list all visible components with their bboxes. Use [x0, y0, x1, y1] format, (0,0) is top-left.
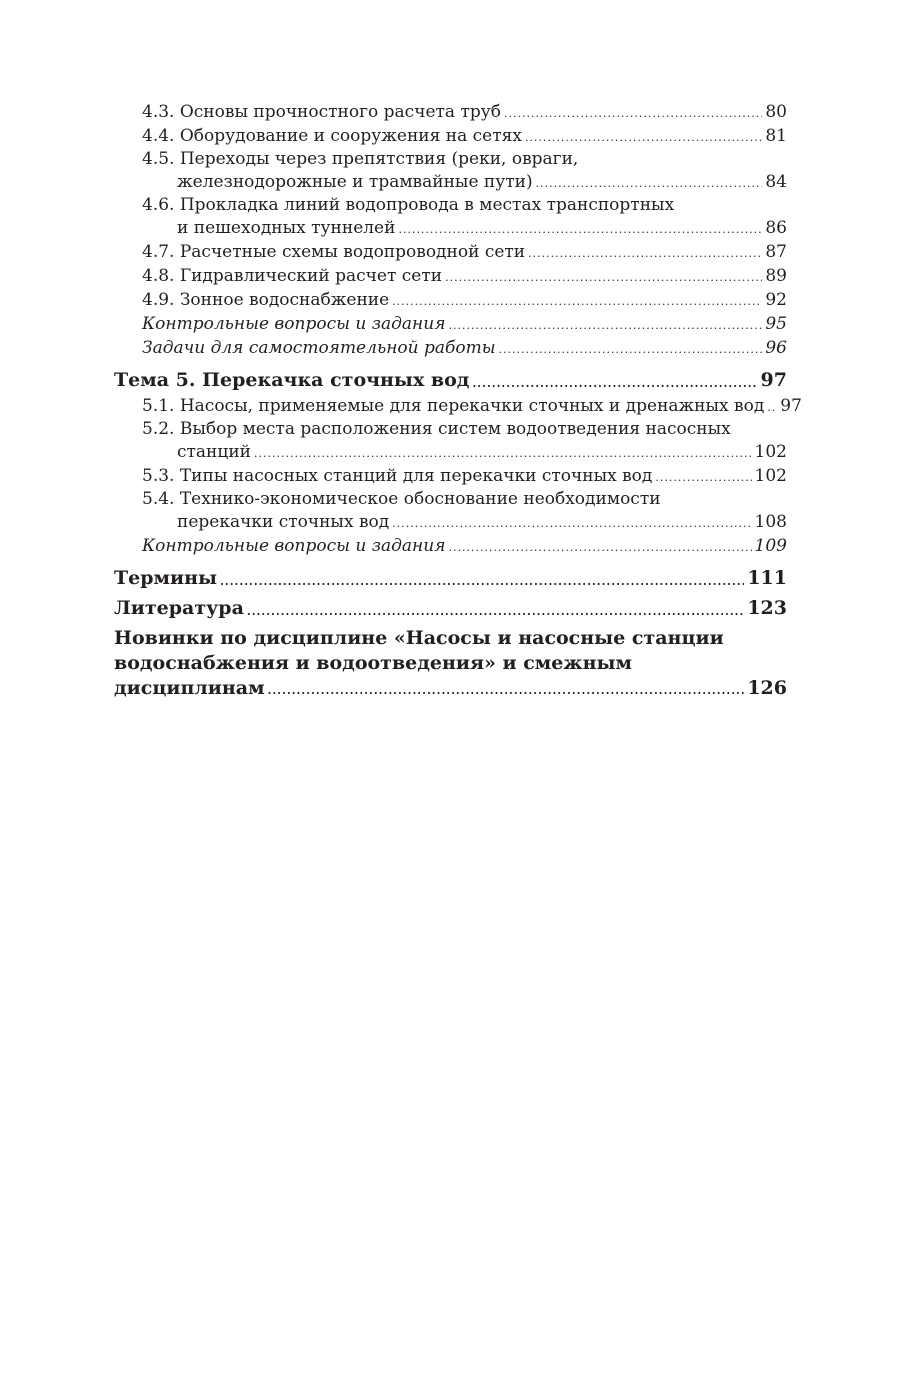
toc-dot-leader: [254, 448, 752, 459]
toc-dot-leader: [499, 344, 763, 355]
toc-entry-title-line1: 5.2. Выбор места расположения систем водоотведения насосных: [142, 419, 731, 439]
toc-entry-title: Контрольные вопросы и задания: [142, 536, 446, 556]
toc-entry-5-2[interactable]: [142, 418, 787, 464]
toc-entry-title: 5.3. Типы насосных станций для перекачки сточных вод: [142, 466, 653, 486]
toc-entry-title: 4.7. Расчетные схемы водопроводной сети: [142, 242, 526, 262]
toc-topic-5[interactable]: [114, 366, 787, 394]
toc-entry-tasks-4[interactable]: [142, 336, 787, 360]
toc-entry-title-line2: железнодорожные и трамвайные пути): [177, 172, 533, 192]
toc-page-number: 109: [754, 536, 787, 556]
toc-new-books[interactable]: [114, 626, 787, 701]
toc-dot-leader: [528, 248, 762, 259]
toc-dot-leader: [445, 272, 762, 283]
toc-page-number: 84: [765, 172, 787, 192]
toc-entry-5-3[interactable]: [142, 464, 787, 488]
table-of-contents: [114, 100, 802, 701]
toc-page-number: 108: [754, 512, 787, 532]
toc-dot-leader: [392, 296, 762, 307]
toc-topic-title: Термины: [114, 567, 218, 589]
toc-page-number: 102: [754, 466, 787, 486]
toc-page-number: 97: [780, 396, 802, 416]
toc-entry-title: 5.1. Насосы, применяемые для перекачки сточных и дренажных вод: [142, 396, 765, 416]
toc-entry-4-7[interactable]: [142, 240, 787, 264]
toc-dot-leader: [767, 402, 777, 413]
toc-dot-leader: [536, 178, 763, 189]
toc-literature[interactable]: [114, 594, 787, 622]
toc-page-number: 87: [765, 242, 787, 262]
toc-entry-questions-5[interactable]: [142, 534, 787, 558]
toc-dot-leader: [525, 132, 762, 143]
toc-entry-4-5[interactable]: [142, 148, 787, 194]
toc-page-number: 123: [747, 597, 787, 619]
toc-page-number: 86: [765, 218, 787, 238]
toc-entry-title: 4.3. Основы прочностного расчета труб: [142, 102, 501, 122]
toc-page-number: 81: [765, 126, 787, 146]
toc-entry-title-line1: 4.6. Прокладка линий водопровода в местах транспортных: [142, 195, 675, 215]
toc-entry-4-8[interactable]: [142, 264, 787, 288]
toc-topic-title-line1: Новинки по дисциплине «Насосы и насосные станции: [114, 627, 724, 649]
toc-topic-title-line2: водоснабжения и водоотведения» и смежным: [114, 652, 633, 674]
toc-entry-title: Контрольные вопросы и задания: [142, 314, 446, 334]
toc-entry-title-line2: и пешеходных туннелей: [177, 218, 396, 238]
toc-topic-title: Литература: [114, 597, 244, 619]
toc-page-number: 92: [765, 290, 787, 310]
toc-page-number: 96: [765, 338, 787, 358]
toc-dot-leader: [448, 542, 751, 553]
toc-topic-title-line3: дисциплинам: [114, 677, 265, 699]
toc-entry-title-line2: станций: [177, 442, 251, 462]
toc-dot-leader: [448, 320, 762, 331]
toc-entry-4-6[interactable]: [142, 194, 787, 240]
toc-entry-title: 4.4. Оборудование и сооружения на сетях: [142, 126, 522, 146]
toc-entry-4-3[interactable]: [142, 100, 787, 124]
toc-dot-leader: [655, 472, 751, 483]
toc-page-number: 97: [760, 369, 787, 391]
toc-page-number: 126: [747, 677, 787, 699]
toc-dot-leader: [392, 518, 751, 529]
toc-entry-title-line2: перекачки сточных вод: [177, 512, 390, 532]
toc-entry-title: 4.9. Зонное водоснабжение: [142, 290, 390, 310]
toc-entry-questions-4[interactable]: [142, 312, 787, 336]
toc-page-number: 95: [765, 314, 787, 334]
toc-page-number: 80: [765, 102, 787, 122]
toc-dot-leader: [398, 224, 762, 235]
toc-entry-4-9[interactable]: [142, 288, 787, 312]
toc-dot-leader: [268, 685, 745, 696]
toc-entry-title-line1: 5.4. Технико-экономическое обоснование необходимости: [142, 489, 661, 509]
toc-entry-title: 4.8. Гидравлический расчет сети: [142, 266, 443, 286]
toc-entry-5-4[interactable]: [142, 488, 787, 534]
toc-page-number: 89: [765, 266, 787, 286]
toc-entry-4-4[interactable]: [142, 124, 787, 148]
toc-dot-leader: [220, 576, 744, 587]
toc-page-number: 102: [754, 442, 787, 462]
toc-dot-leader: [472, 378, 757, 389]
toc-terms[interactable]: [114, 564, 787, 592]
toc-entry-title: Задачи для самостоятельной работы: [142, 338, 496, 358]
toc-page-number: 111: [747, 567, 787, 589]
toc-topic-title: Тема 5. Перекачка сточных вод: [114, 369, 470, 391]
toc-entry-5-1[interactable]: [142, 394, 802, 418]
toc-dot-leader: [504, 108, 762, 119]
toc-entry-title-line1: 4.5. Переходы через препятствия (реки, овраги,: [142, 149, 579, 169]
toc-dot-leader: [247, 606, 744, 617]
